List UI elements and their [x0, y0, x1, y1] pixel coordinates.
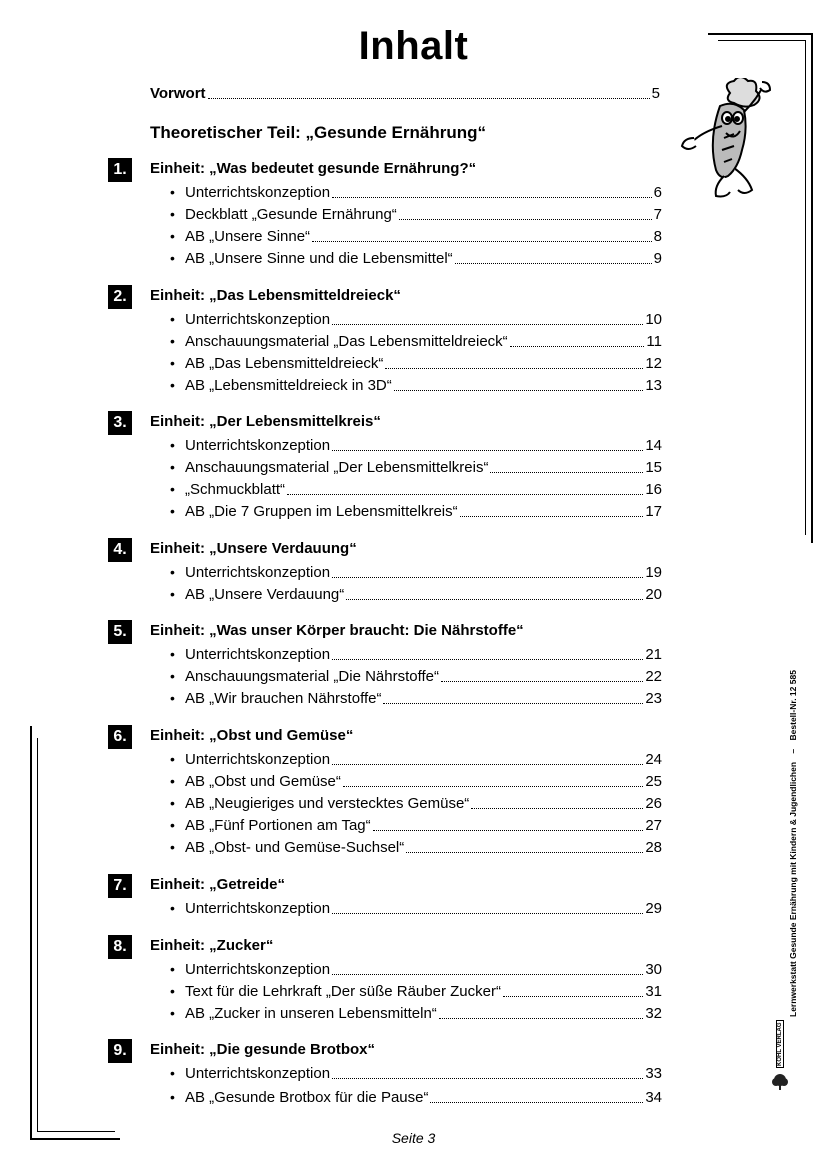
page-number-footer: Seite 3: [391, 1130, 436, 1146]
toc-item-label: Unterrichtskonzeption: [185, 437, 331, 454]
bullet: •: [170, 586, 175, 602]
dot-leader: [439, 1018, 644, 1019]
toc-item-page: 6: [653, 184, 662, 201]
toc-item[interactable]: [185, 377, 662, 395]
toc-item[interactable]: [185, 564, 662, 582]
toc-vorwort-label: Vorwort: [150, 85, 206, 102]
unit-title-3: Einheit: „Der Lebensmittelkreis“: [150, 413, 381, 430]
unit-number-7: 7.: [108, 874, 132, 898]
bullet: •: [170, 668, 175, 684]
toc-item-label: AB „Das Lebensmitteldreieck“: [185, 355, 384, 372]
unit-title-4: Einheit: „Unsere Verdauung“: [150, 540, 357, 557]
toc-item-label: Unterrichtskonzeption: [185, 184, 331, 201]
toc-item-label: AB „Wir brauchen Nährstoffe“: [185, 690, 382, 707]
bullet: •: [170, 1005, 175, 1021]
dot-leader: [332, 1078, 643, 1079]
toc-item[interactable]: [185, 900, 662, 918]
dot-leader: [332, 324, 643, 325]
toc-item-label: AB „Neugieriges und verstecktes Gemüse“: [185, 795, 470, 812]
toc-item-page: 32: [645, 1005, 662, 1022]
unit-number-3: 3.: [108, 411, 132, 435]
toc-item-page: 34: [645, 1089, 662, 1106]
dot-leader: [490, 472, 643, 473]
dot-leader: [399, 219, 652, 220]
dot-leader: [430, 1102, 643, 1103]
unit-title-8: Einheit: „Zucker“: [150, 937, 274, 954]
toc-item[interactable]: [185, 961, 662, 979]
toc-item-page: 24: [645, 751, 662, 768]
toc-item-label: AB „Lebensmitteldreieck in 3D“: [185, 377, 392, 394]
toc-item[interactable]: [185, 355, 662, 373]
side-dash: –: [788, 748, 798, 754]
toc-item-page: 27: [645, 817, 662, 834]
toc-item[interactable]: [185, 503, 662, 521]
toc-item-page: 12: [645, 355, 662, 372]
toc-item-page: 29: [645, 900, 662, 917]
dot-leader: [373, 830, 644, 831]
bullet: •: [170, 839, 175, 855]
unit-number-6: 6.: [108, 725, 132, 749]
toc-item[interactable]: [185, 311, 662, 329]
toc-item[interactable]: [185, 228, 662, 246]
bullet: •: [170, 481, 175, 497]
bullet: •: [170, 751, 175, 767]
toc-item-label: Anschauungsmaterial „Der Lebensmittelkreis“: [185, 459, 489, 476]
toc-item-page: 15: [645, 459, 662, 476]
frame-bottom-left-v: [30, 726, 32, 1140]
tree-logo-icon: [770, 1072, 790, 1092]
toc-item-page: 19: [645, 564, 662, 581]
bullet: •: [170, 817, 175, 833]
toc-item[interactable]: [185, 184, 662, 202]
toc-item-page: 22: [645, 668, 662, 685]
toc-vorwort-page: 5: [651, 85, 660, 102]
frame-top-right-v: [811, 33, 813, 543]
toc-item-label: AB „Fünf Portionen am Tag“: [185, 817, 371, 834]
bullet: •: [170, 646, 175, 662]
dot-leader: [287, 494, 643, 495]
dot-leader: [385, 368, 643, 369]
dot-leader: [503, 996, 643, 997]
toc-item-page: 16: [645, 481, 662, 498]
bullet: •: [170, 228, 175, 244]
toc-item-label: AB „Obst- und Gemüse-Suchsel“: [185, 839, 405, 856]
toc-item[interactable]: [185, 586, 662, 604]
toc-item[interactable]: [185, 1065, 662, 1083]
unit-number-9: 9.: [108, 1039, 132, 1063]
toc-item-label: Text für die Lehrkraft „Der süße Räuber Zucker“: [185, 983, 501, 1000]
unit-number-8: 8.: [108, 935, 132, 959]
toc-item-page: 9: [653, 250, 662, 267]
toc-item-label: Unterrichtskonzeption: [185, 564, 331, 581]
publisher-logo: [770, 1022, 792, 1092]
toc-item[interactable]: [185, 481, 662, 499]
toc-item-label: AB „Unsere Verdauung“: [185, 586, 345, 603]
toc-item-label: AB „Unsere Sinne“: [185, 228, 311, 245]
toc-item-label: AB „Zucker in unseren Lebensmitteln“: [185, 1005, 437, 1022]
carrot-mascot-illustration: [672, 78, 782, 208]
bullet: •: [170, 983, 175, 999]
toc-item[interactable]: [185, 206, 662, 224]
dot-leader: [332, 197, 652, 198]
dot-leader: [332, 577, 643, 578]
toc-item-label: Unterrichtskonzeption: [185, 961, 331, 978]
toc-item[interactable]: [185, 250, 662, 268]
bullet: •: [170, 503, 175, 519]
toc-item[interactable]: [185, 795, 662, 813]
bullet: •: [170, 773, 175, 789]
bullet: •: [170, 250, 175, 266]
toc-item-page: 28: [645, 839, 662, 856]
toc-item-page: 14: [645, 437, 662, 454]
toc-item-label: Unterrichtskonzeption: [185, 751, 331, 768]
bullet: •: [170, 333, 175, 349]
toc-item-page: 10: [645, 311, 662, 328]
dot-leader: [406, 852, 643, 853]
unit-number-1: 1.: [108, 158, 132, 182]
toc-item[interactable]: [185, 983, 662, 1001]
toc-item-page: 20: [645, 586, 662, 603]
bullet: •: [170, 795, 175, 811]
toc-item-page: 33: [645, 1065, 662, 1082]
toc-item-page: 25: [645, 773, 662, 790]
toc-item-page: 31: [645, 983, 662, 1000]
toc-item-label: Unterrichtskonzeption: [185, 900, 331, 917]
unit-number-5: 5.: [108, 620, 132, 644]
bullet: •: [170, 377, 175, 393]
toc-item-label: Unterrichtskonzeption: [185, 646, 331, 663]
toc-item[interactable]: [185, 773, 662, 791]
unit-title-2: Einheit: „Das Lebensmitteldreieck“: [150, 287, 401, 304]
side-publication-title: Lernwerkstatt Gesunde Ernährung mit Kindern & Jugendlichen: [788, 761, 798, 1017]
dot-leader: [208, 98, 650, 99]
side-publication-info: [788, 670, 798, 1017]
dot-leader: [332, 764, 643, 765]
toc-item-page: 17: [645, 503, 662, 520]
bullet: •: [170, 311, 175, 327]
toc-item[interactable]: [185, 1005, 662, 1023]
toc-item-label: Anschauungsmaterial „Das Lebensmitteldreieck“: [185, 333, 508, 350]
unit-title-5: Einheit: „Was unser Körper braucht: Die Nährstoffe“: [150, 622, 524, 639]
toc-item[interactable]: [185, 668, 662, 686]
toc-item-label: „Schmuckblatt“: [185, 481, 286, 498]
side-order-number: Bestell-Nr. 12 585: [788, 670, 798, 741]
toc-item[interactable]: [185, 817, 662, 835]
dot-leader: [394, 390, 644, 391]
toc-vorwort[interactable]: [150, 85, 660, 103]
toc-item-page: 13: [645, 377, 662, 394]
dot-leader: [332, 913, 643, 914]
bullet: •: [170, 690, 175, 706]
toc-item-label: AB „Unsere Sinne und die Lebensmittel“: [185, 250, 453, 267]
bullet: •: [170, 1089, 175, 1105]
toc-item[interactable]: [185, 839, 662, 857]
dot-leader: [332, 974, 643, 975]
section-heading: Theoretischer Teil: „Gesunde Ernährung“: [150, 123, 486, 142]
dot-leader: [383, 703, 643, 704]
unit-title-6: Einheit: „Obst und Gemüse“: [150, 727, 354, 744]
toc-item-label: Unterrichtskonzeption: [185, 1065, 331, 1082]
toc-item-page: 30: [645, 961, 662, 978]
toc-item[interactable]: [185, 437, 662, 455]
unit-title-7: Einheit: „Getreide“: [150, 876, 286, 893]
unit-title-9: Einheit: „Die gesunde Brotbox“: [150, 1041, 376, 1058]
dot-leader: [510, 346, 645, 347]
dot-leader: [346, 599, 643, 600]
bullet: •: [170, 459, 175, 475]
page-title: Inhalt: [358, 24, 469, 68]
unit-title-1: Einheit: „Was bedeutet gesunde Ernährung?“: [150, 160, 477, 177]
toc-item[interactable]: [185, 333, 662, 351]
toc-item-page: 26: [645, 795, 662, 812]
bullet: •: [170, 564, 175, 580]
bullet: •: [170, 900, 175, 916]
toc-item-label: Unterrichtskonzeption: [185, 311, 331, 328]
toc-item-label: Anschauungsmaterial „Die Nährstoffe“: [185, 668, 440, 685]
dot-leader: [441, 681, 643, 682]
dot-leader: [460, 516, 644, 517]
toc-item[interactable]: [185, 1089, 662, 1107]
dot-leader: [312, 241, 652, 242]
unit-number-4: 4.: [108, 538, 132, 562]
toc-item[interactable]: [185, 646, 662, 664]
toc-item-page: 8: [653, 228, 662, 245]
bullet: •: [170, 355, 175, 371]
toc-item-label: AB „Gesunde Brotbox für die Pause“: [185, 1089, 429, 1106]
toc-item-page: 21: [645, 646, 662, 663]
toc-item-page: 23: [645, 690, 662, 707]
bullet: •: [170, 437, 175, 453]
toc-item-label: Deckblatt „Gesunde Ernährung“: [185, 206, 397, 223]
bullet: •: [170, 206, 175, 222]
dot-leader: [332, 450, 643, 451]
publisher-name: KOHL VERLAG: [777, 1022, 783, 1066]
bullet: •: [170, 961, 175, 977]
bullet: •: [170, 1065, 175, 1081]
toc-item[interactable]: [185, 459, 662, 477]
bullet: •: [170, 184, 175, 200]
frame-bottom-left-v2: [37, 738, 38, 1132]
dot-leader: [471, 808, 643, 809]
dot-leader: [332, 659, 643, 660]
dot-leader: [455, 263, 652, 264]
toc-item-label: AB „Die 7 Gruppen im Lebensmittelkreis“: [185, 503, 458, 520]
toc-item[interactable]: [185, 690, 662, 708]
unit-number-2: 2.: [108, 285, 132, 309]
dot-leader: [343, 786, 643, 787]
toc-item-label: AB „Obst und Gemüse“: [185, 773, 341, 790]
frame-top-right-v2: [805, 40, 806, 535]
toc-item[interactable]: [185, 751, 662, 769]
toc-item-page: 7: [653, 206, 662, 223]
toc-item-page: 11: [646, 333, 662, 350]
